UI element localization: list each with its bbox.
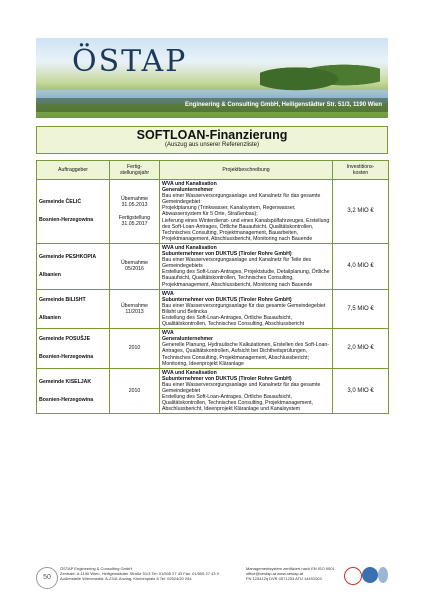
year-cell: 2010 [110, 368, 160, 414]
client-cell [37, 368, 110, 414]
cost-cell: 2,0 MIO € [333, 329, 389, 369]
year-cell: Übernahme 05/2016 [110, 243, 160, 289]
client-name: Gemeinde ČELIĆ [39, 199, 82, 206]
footer-cert-line: Managementsystem zertifiziert nach EN ISO 9001 [246, 566, 335, 571]
description-text: Bau einer Wasserversorgungsanlage und Kanalnetz für das gesamte Gemeindegebiet Erstellung des Soft-Loan-Antrages, Örtliche Bauaufsicht, Qualitätskontrollen, Technisches Consulting, Projektmanagement, Abschlussbericht, Ideenprojekt Kläranlage und Kanalsystem [162, 381, 321, 413]
description-cell [160, 329, 333, 369]
page-subtitle: (Auszug aus unserer Referenzliste) [164, 142, 260, 148]
description-text: Bau einer Wasserversorgungsanlage und Kanalnetz für Teile des Gemeindegebiets Erstellung des Soft-Loan-Antrages, Projektstudie, Detailplanung, Örtliche Bauaufsicht, Qualitätskontrollen, Technisches Consulting, Projektmanagement, Abschlussbericht, Monitoring nach Bauende [162, 257, 330, 288]
client-cell [37, 329, 110, 369]
description-role: Generalunternehmer [162, 187, 214, 194]
austria-flag-icon [344, 567, 362, 585]
title-box [36, 126, 388, 154]
description-title: WVA [162, 290, 174, 297]
client-country: Albanien [39, 314, 61, 321]
anniversary-logo: 50 [36, 567, 58, 589]
company-tagline: Engineering & Consulting GmbH, Heiligenstädter Str. 51/3, 1190 Wien [36, 98, 388, 112]
col-header-description: Projektbeschreibung [160, 161, 333, 180]
footer-reg-line: FN 123412q DVR 0571233 ATU 14491003 [246, 576, 322, 581]
footer-address [60, 566, 240, 581]
client-name: Gemeinde BILISHT [39, 296, 86, 303]
description-title: WVA [162, 330, 174, 337]
description-cell [160, 180, 333, 244]
table-row [37, 329, 389, 369]
description-cell [160, 368, 333, 414]
table-header-row [37, 161, 389, 180]
year-cell: 2010 [110, 329, 160, 369]
col-header-year: Fertig- stellungsjahr [110, 161, 160, 180]
table-row [37, 180, 389, 244]
client-country: Bosnien-Herzegowina [39, 217, 94, 224]
table-row [37, 243, 389, 289]
description-role: Subunternehmer von DUKTUS (Tiroler Rohre GmbH) [162, 251, 292, 258]
description-role: Subunternehmer von DUKTUS (Tiroler Rohre GmbH) [162, 296, 292, 303]
year-cell: Übernahme 31.05.2013 Fertigstellung 31.05.2017 [110, 180, 160, 244]
footer-line-2: Zentrale: A-1190 Wien, Heiligenstädter Straße 51/3 Tel: 01/505 27 43 Fax: 01/505 27 43 9 [60, 571, 219, 576]
cost-cell: 3,2 MIO € [333, 180, 389, 244]
table-row [37, 289, 389, 329]
iso-seal-icon [378, 567, 388, 583]
page-title: SOFTLOAN-Finanzierung [136, 128, 288, 142]
footer-line-1: ÖSTAP Engineering & Consulting GmbH [60, 566, 133, 571]
client-cell [37, 243, 110, 289]
description-title: WVA und Kanalisation [162, 181, 217, 187]
footer-line-3: Außenstelle Wienerwald: A-2341 Anzing, Kirchenplatz 8 Tel: 02524/20 264 [60, 576, 192, 581]
certification-seal-icon [362, 567, 378, 583]
description-title: WVA und Kanalisation [162, 369, 217, 376]
footer-web-line: office@oestap.at www.oestap.at [246, 571, 304, 576]
footer [36, 565, 388, 595]
table-row [37, 368, 389, 414]
cost-cell: 3,0 MIO € [333, 368, 389, 414]
client-name: Gemeinde KISELJAK [39, 378, 92, 385]
client-name: Gemeinde PESHKOPIA [39, 254, 97, 261]
client-name: Gemeinde POSUŠJE [39, 336, 91, 343]
description-role: Generalunternehmer [162, 336, 214, 343]
description-title: WVA und Kanalisation [162, 244, 217, 251]
cost-cell: 4,0 MIO € [333, 243, 389, 289]
description-role: Subunternehmer von DUKTUS (Tiroler Rohre GmbH) [162, 375, 292, 382]
description-cell [160, 289, 333, 329]
client-country: Bosnien-Herzegowina [39, 354, 94, 361]
description-text: Bau einer Wasserversorgungsanlage und Kanalnetz für das gesamte Gemeindegebiet Projektplanung (Trinkwasser, Kanalsystem, Regenwasser, Abwassersystem für 5 Orte, Straßenbau); Lieferung eines Winterdienst- und eines Kanalspülfahrzeuges, Erstellung des Soft-Loan-Antrages, Örtliche Bauaufsicht, Qualitätskontrollen, Technisches Consulting, Projektmanagement, Bauarbeiten, Projektmanagement, Abschlussbericht, Monitoring nach Bauende [162, 193, 330, 242]
company-logo: ÖSTAP [72, 44, 188, 79]
client-country: Bosnien-Herzegowina [39, 397, 94, 404]
client-cell [37, 180, 110, 244]
footer-contact [246, 566, 342, 581]
client-country: Albanien [39, 272, 61, 279]
description-cell [160, 243, 333, 289]
description-text: Generelle Planung, Hydraulische Kalkulationen, Erstellen des Soft-Loan-Antrages, Qualitätskontrollen, Aufsicht bei Dichtheitsprüfungen, Technisches Consulting, Projektmanagement, Abschlussbericht; Monitoring, Ideenprojekt Kläranlage [162, 342, 329, 367]
col-header-client: Auftraggeber [37, 161, 110, 180]
description-text: Bau einer Wasserversorgungsanlage für das gesamte Gemeindegebiet Bilisht und Belincka Erstellung des Soft-Loan-Antrages, Örtliche Bauaufsicht, Qualitätskontrollen, Technisches Consulting, Abschlussbericht [162, 302, 326, 328]
client-cell [37, 289, 110, 329]
reference-table [36, 160, 389, 414]
col-header-cost: Investitions- kosten [333, 161, 389, 180]
banner-trees [260, 56, 380, 94]
cost-cell: 7,5 MIO € [333, 289, 389, 329]
year-cell: Übernahme 11/2013 [110, 289, 160, 329]
